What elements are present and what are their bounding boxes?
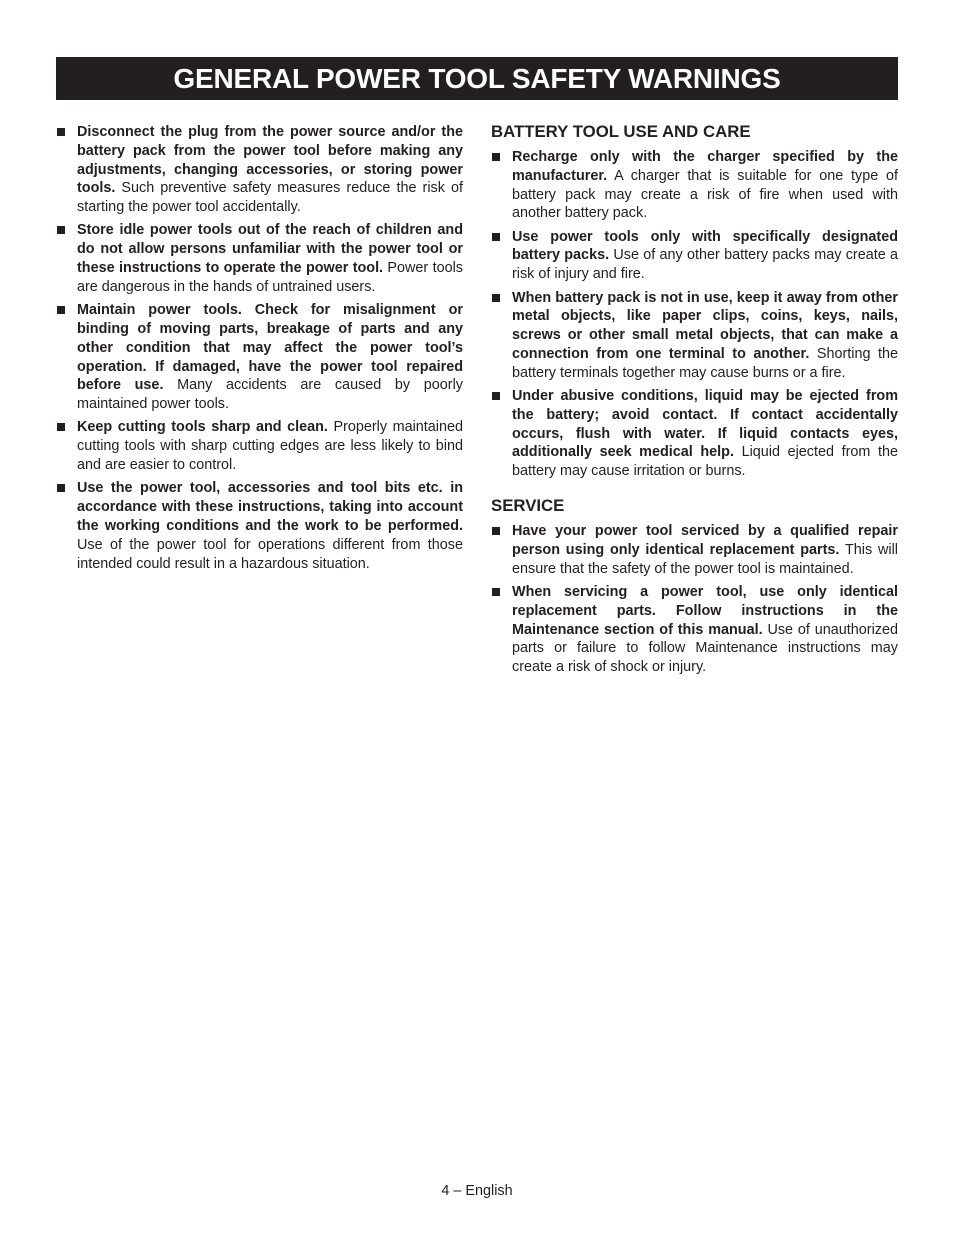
square-bullet-icon [57,128,65,136]
square-bullet-icon [57,306,65,314]
square-bullet-icon [57,423,65,431]
item-text: Power tools are dangerous in the hands of untrained users. [77,260,463,295]
item-text: Such preventive safety measures reduce the risk of starting the power tool accidentally. [77,180,463,216]
service-section-heading: SERVICE [491,496,565,516]
list-item [491,522,898,578]
list-item [56,221,463,296]
item-text: Use of the power tool for operations different from those intended could result in a hazardous situation. [77,536,463,572]
item-bold-text: Disconnect the plug from the power source and/or the battery pack from the power tool before making any adjustments, changing accessories, or storing power tools. [77,124,463,197]
square-bullet-icon [57,226,65,234]
list-item [491,289,898,383]
item-bold-text: Store idle power tools out of the reach of children and do not allow persons unfamiliar with the power tool or these instructions to operate the power tool. [77,222,463,277]
item-text: Liquid ejected from the battery may cause irritation or burns. [512,444,898,480]
battery-section-heading: BATTERY TOOL USE AND CARE [491,122,751,141]
item-bold-text: Keep cutting tools sharp and clean. [77,419,328,436]
list-item [491,228,898,284]
item-bold-text: When servicing a power tool, use only identical replacement parts. Follow instructions in the Maintenance section of this manual. [512,583,898,638]
item-bold-text: Under abusive conditions, liquid may be ejected from the battery; avoid contact. If contact accidentally occurs, flush with water. If liquid contacts eyes, additionally seek medical help. [512,388,898,461]
list-item [491,583,898,677]
square-bullet-icon [492,588,500,596]
item-bold-text: Recharge only with the charger specified by the manufacturer. [512,149,898,184]
item-text: Properly maintained cutting tools with sharp cutting edges are less likely to bind and are easier to control. [77,419,463,474]
list-item [491,148,898,223]
square-bullet-icon [492,527,500,535]
item-text: Many accidents are caused by poorly maintained power tools. [77,377,463,413]
list-item [56,301,463,414]
item-bold-text: Have your power tool serviced by a qualified repair person using only identical replacement parts. [512,523,898,558]
list-item [56,123,463,217]
right-column [491,122,898,681]
item-text: Shorting the battery terminals together may cause burns or a fire. [512,345,898,381]
list-item [56,479,463,573]
item-text: Use of unauthorized parts or failure to follow Maintenance instructions may create a risk of shock or injury. [512,621,898,676]
list-item [491,387,898,481]
item-bold-text: When battery pack is not in use, keep it away from other metal objects, like paper clips, coins, keys, nails, screws or other small metal objects, that can make a connection from one terminal to another. [512,289,898,362]
page-footer: 4 – English [441,1183,513,1199]
item-bold-text: Use power tools only with specifically designated battery packs. [512,228,898,264]
square-bullet-icon [492,392,500,400]
item-bold-text: Maintain power tools. Check for misalignment or binding of moving parts, breakage of parts and any other condition that may affect the power tool’s operation. If damaged, have the power tool repaired before use. [77,302,463,394]
square-bullet-icon [57,484,65,492]
item-text: Use of any other battery packs may create a risk of injury and fire. [512,247,898,283]
left-column [56,123,463,578]
square-bullet-icon [492,294,500,302]
item-bold-text: Use the power tool, accessories and tool bits etc. in accordance with these instructions, taking into account the working conditions and the work to be performed. [77,480,463,534]
page-title: GENERAL POWER TOOL SAFETY WARNINGS [56,57,898,100]
list-item [56,418,463,474]
square-bullet-icon [492,233,500,241]
item-text: This will ensure that the safety of the power tool is maintained. [512,541,898,577]
item-text: A charger that is suitable for one type of battery pack may create a risk of fire when used with another battery pack. [512,167,898,222]
square-bullet-icon [492,153,500,161]
